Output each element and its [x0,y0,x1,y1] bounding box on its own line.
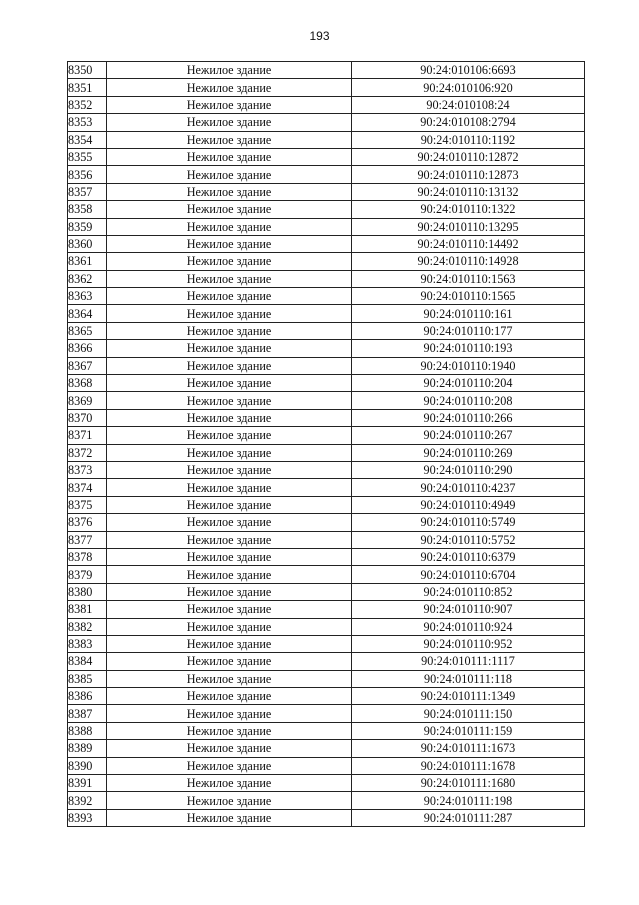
table-row [68,427,585,444]
table-row [68,566,585,583]
cadastral-number-cell: 90:24:010110:177 [352,322,585,339]
row-number-cell: 8366 [68,340,107,357]
row-number-cell: 8372 [68,444,107,461]
row-number-cell: 8354 [68,131,107,148]
cadastral-number-cell: 90:24:010110:5752 [352,531,585,548]
table-row [68,218,585,235]
table-row [68,583,585,600]
cadastral-number-cell: 90:24:010111:1673 [352,740,585,757]
row-number-cell: 8355 [68,148,107,165]
cadastral-number-cell: 90:24:010110:290 [352,461,585,478]
table-row [68,392,585,409]
cadastral-number-cell: 90:24:010110:14928 [352,253,585,270]
cadastral-number-cell: 90:24:010110:208 [352,392,585,409]
object-name-cell: Нежилое здание [107,288,352,305]
cadastral-number-cell: 90:24:010110:1565 [352,288,585,305]
row-number-cell: 8382 [68,618,107,635]
cadastral-number-cell: 90:24:010110:6704 [352,566,585,583]
row-number-cell: 8391 [68,775,107,792]
table-row [68,96,585,113]
row-number-cell: 8351 [68,79,107,96]
object-name-cell: Нежилое здание [107,583,352,600]
table-row [68,253,585,270]
row-number-cell: 8375 [68,496,107,513]
object-name-cell: Нежилое здание [107,496,352,513]
row-number-cell: 8385 [68,670,107,687]
row-number-cell: 8356 [68,166,107,183]
object-name-cell: Нежилое здание [107,253,352,270]
row-number-cell: 8381 [68,601,107,618]
object-name-cell: Нежилое здание [107,183,352,200]
row-number-cell: 8373 [68,461,107,478]
row-number-cell: 8392 [68,792,107,809]
table-row [68,148,585,165]
cadastral-number-cell: 90:24:010110:204 [352,375,585,392]
row-number-cell: 8363 [68,288,107,305]
object-name-cell: Нежилое здание [107,340,352,357]
row-number-cell: 8367 [68,357,107,374]
row-number-cell: 8371 [68,427,107,444]
table-row [68,809,585,826]
cadastral-number-cell: 90:24:010110:1940 [352,357,585,374]
table-row [68,270,585,287]
cadastral-number-cell: 90:24:010110:14492 [352,235,585,252]
cadastral-number-cell: 90:24:010110:4949 [352,496,585,513]
cadastral-number-cell: 90:24:010110:12872 [352,148,585,165]
object-name-cell: Нежилое здание [107,114,352,131]
row-number-cell: 8350 [68,62,107,79]
table-row [68,166,585,183]
cadastral-number-cell: 90:24:010106:920 [352,79,585,96]
object-name-cell: Нежилое здание [107,775,352,792]
row-number-cell: 8393 [68,809,107,826]
table-row [68,479,585,496]
row-number-cell: 8386 [68,688,107,705]
table-body [68,62,585,827]
object-name-cell: Нежилое здание [107,514,352,531]
cadastral-number-cell: 90:24:010108:24 [352,96,585,113]
object-name-cell: Нежилое здание [107,479,352,496]
cadastral-number-cell: 90:24:010111:1680 [352,775,585,792]
object-name-cell: Нежилое здание [107,618,352,635]
object-name-cell: Нежилое здание [107,427,352,444]
object-name-cell: Нежилое здание [107,96,352,113]
table-row [68,444,585,461]
table-row [68,131,585,148]
cadastral-number-cell: 90:24:010110:1192 [352,131,585,148]
row-number-cell: 8360 [68,235,107,252]
table-row [68,235,585,252]
table-row [68,792,585,809]
object-name-cell: Нежилое здание [107,235,352,252]
cadastral-number-cell: 90:24:010111:1117 [352,653,585,670]
cadastral-number-cell: 90:24:010110:12873 [352,166,585,183]
row-number-cell: 8376 [68,514,107,531]
cadastral-number-cell: 90:24:010111:150 [352,705,585,722]
row-number-cell: 8369 [68,392,107,409]
row-number-cell: 8368 [68,375,107,392]
table-row [68,618,585,635]
row-number-cell: 8384 [68,653,107,670]
object-name-cell: Нежилое здание [107,757,352,774]
table-row [68,183,585,200]
row-number-cell: 8370 [68,409,107,426]
table-row [68,340,585,357]
row-number-cell: 8359 [68,218,107,235]
row-number-cell: 8357 [68,183,107,200]
object-name-cell: Нежилое здание [107,740,352,757]
row-number-cell: 8362 [68,270,107,287]
cadastral-number-cell: 90:24:010111:118 [352,670,585,687]
table-row [68,722,585,739]
object-name-cell: Нежилое здание [107,653,352,670]
object-name-cell: Нежилое здание [107,218,352,235]
cadastral-number-cell: 90:24:010110:5749 [352,514,585,531]
object-name-cell: Нежилое здание [107,201,352,218]
cadastral-number-cell: 90:24:010110:193 [352,340,585,357]
object-name-cell: Нежилое здание [107,548,352,565]
page-number: 193 [309,29,330,43]
table-row [68,79,585,96]
table-row [68,305,585,322]
object-name-cell: Нежилое здание [107,670,352,687]
cadastral-number-cell: 90:24:010111:159 [352,722,585,739]
object-name-cell: Нежилое здание [107,148,352,165]
table-row [68,705,585,722]
cadastral-number-cell: 90:24:010110:267 [352,427,585,444]
object-name-cell: Нежилое здание [107,270,352,287]
object-name-cell: Нежилое здание [107,79,352,96]
row-number-cell: 8388 [68,722,107,739]
object-name-cell: Нежилое здание [107,444,352,461]
row-number-cell: 8383 [68,635,107,652]
object-name-cell: Нежилое здание [107,809,352,826]
object-name-cell: Нежилое здание [107,305,352,322]
table-row [68,757,585,774]
cadastral-number-cell: 90:24:010110:907 [352,601,585,618]
table-row [68,461,585,478]
row-number-cell: 8377 [68,531,107,548]
cadastral-number-cell: 90:24:010110:266 [352,409,585,426]
object-name-cell: Нежилое здание [107,722,352,739]
cadastral-number-cell: 90:24:010111:1349 [352,688,585,705]
object-name-cell: Нежилое здание [107,357,352,374]
cadastral-number-cell: 90:24:010111:198 [352,792,585,809]
object-name-cell: Нежилое здание [107,322,352,339]
cadastral-number-cell: 90:24:010111:1678 [352,757,585,774]
row-number-cell: 8364 [68,305,107,322]
object-name-cell: Нежилое здание [107,601,352,618]
row-number-cell: 8365 [68,322,107,339]
object-name-cell: Нежилое здание [107,409,352,426]
table-row [68,496,585,513]
cadastral-number-cell: 90:24:010110:269 [352,444,585,461]
object-name-cell: Нежилое здание [107,131,352,148]
row-number-cell: 8387 [68,705,107,722]
object-name-cell: Нежилое здание [107,375,352,392]
cadastral-number-cell: 90:24:010110:6379 [352,548,585,565]
table-row [68,601,585,618]
property-registry-table [67,61,585,827]
table-row [68,688,585,705]
object-name-cell: Нежилое здание [107,461,352,478]
table-row [68,288,585,305]
cadastral-number-cell: 90:24:010110:13132 [352,183,585,200]
cadastral-number-cell: 90:24:010110:952 [352,635,585,652]
object-name-cell: Нежилое здание [107,62,352,79]
row-number-cell: 8374 [68,479,107,496]
cadastral-number-cell: 90:24:010110:1322 [352,201,585,218]
row-number-cell: 8353 [68,114,107,131]
object-name-cell: Нежилое здание [107,566,352,583]
table-row [68,635,585,652]
row-number-cell: 8352 [68,96,107,113]
cadastral-number-cell: 90:24:010108:2794 [352,114,585,131]
table-row [68,375,585,392]
object-name-cell: Нежилое здание [107,531,352,548]
table-row [68,514,585,531]
cadastral-number-cell: 90:24:010110:161 [352,305,585,322]
table-row [68,775,585,792]
object-name-cell: Нежилое здание [107,392,352,409]
row-number-cell: 8379 [68,566,107,583]
cadastral-number-cell: 90:24:010110:924 [352,618,585,635]
cadastral-number-cell: 90:24:010110:852 [352,583,585,600]
table-row [68,114,585,131]
row-number-cell: 8378 [68,548,107,565]
table-row [68,740,585,757]
row-number-cell: 8380 [68,583,107,600]
cadastral-number-cell: 90:24:010110:13295 [352,218,585,235]
cadastral-number-cell: 90:24:010110:4237 [352,479,585,496]
cadastral-number-cell: 90:24:010106:6693 [352,62,585,79]
object-name-cell: Нежилое здание [107,635,352,652]
table-row [68,62,585,79]
table-row [68,531,585,548]
object-name-cell: Нежилое здание [107,792,352,809]
table-row [68,409,585,426]
cadastral-number-cell: 90:24:010110:1563 [352,270,585,287]
object-name-cell: Нежилое здание [107,166,352,183]
table-row [68,653,585,670]
table-row [68,322,585,339]
object-name-cell: Нежилое здание [107,705,352,722]
table-row [68,670,585,687]
row-number-cell: 8389 [68,740,107,757]
table-row [68,548,585,565]
table-row [68,201,585,218]
row-number-cell: 8358 [68,201,107,218]
row-number-cell: 8390 [68,757,107,774]
object-name-cell: Нежилое здание [107,688,352,705]
cadastral-number-cell: 90:24:010111:287 [352,809,585,826]
row-number-cell: 8361 [68,253,107,270]
table-row [68,357,585,374]
